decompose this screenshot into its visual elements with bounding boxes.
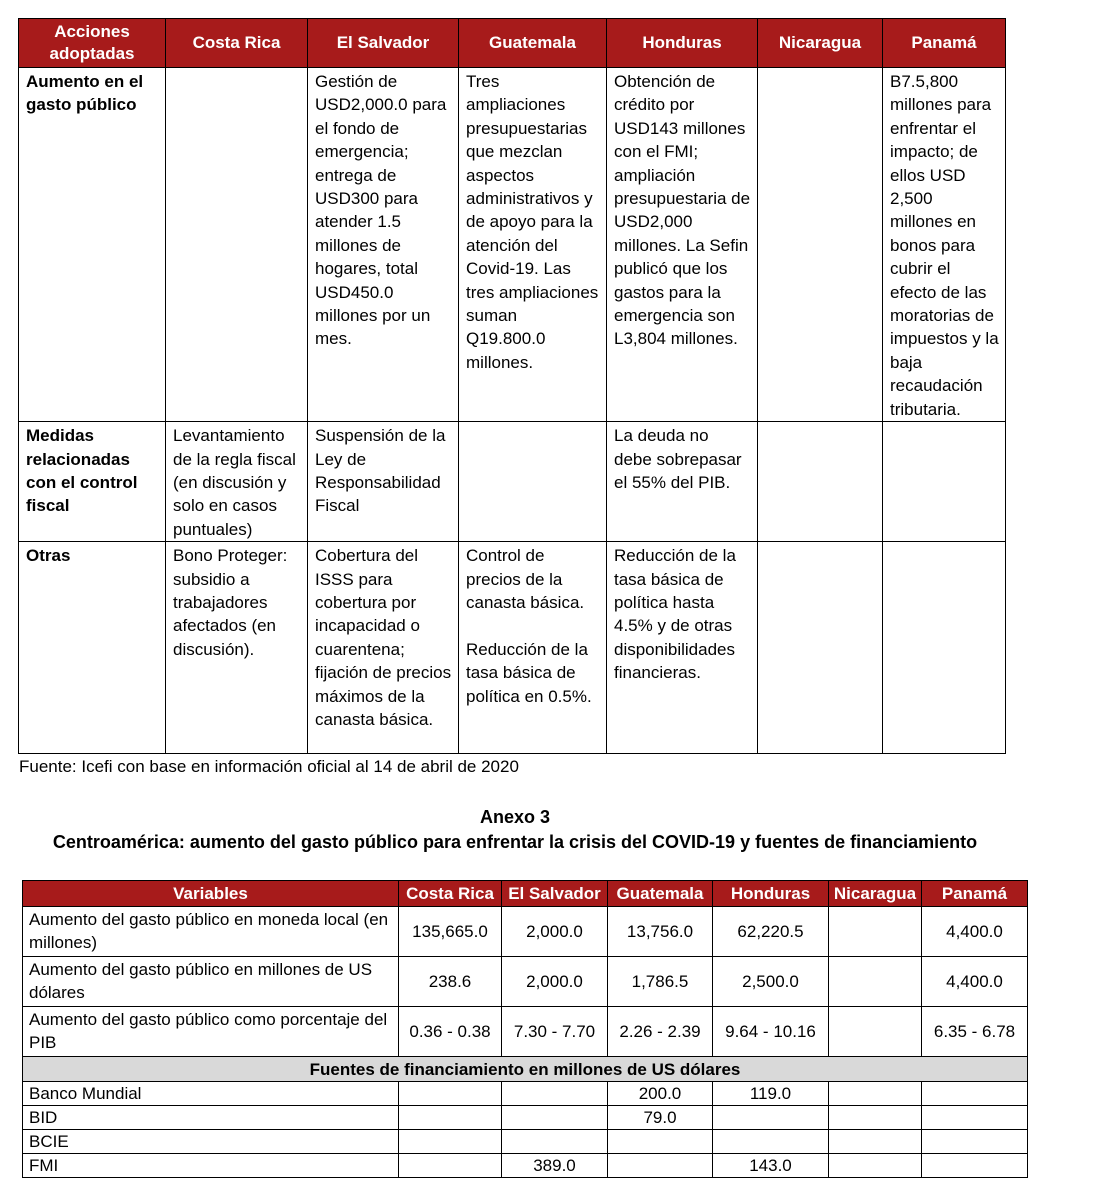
value-nicaragua	[829, 1082, 922, 1106]
cell-el-salvador: Suspensión de la Ley de Responsabilidad Fiscal	[308, 422, 459, 542]
value-nicaragua	[829, 907, 922, 957]
value-honduras	[713, 1130, 829, 1154]
value-el-salvador	[502, 1082, 608, 1106]
value-honduras: 9.64 - 10.16	[713, 1007, 829, 1057]
header-nicaragua: Nicaragua	[758, 19, 883, 68]
table-row	[19, 542, 1006, 754]
header-costa-rica: Costa Rica	[399, 881, 502, 907]
source-note: Fuente: Icefi con base en información oficial al 14 de abril de 2020	[19, 757, 519, 776]
table-row	[19, 68, 1006, 422]
cell-panama	[883, 542, 1006, 754]
cell-el-salvador: Cobertura del ISSS para cobertura por incapacidad o cuarentena; fijación de precios máximos de la canasta básica.	[308, 542, 459, 754]
value-panama: 4,400.0	[922, 957, 1028, 1007]
table-row	[23, 1082, 1028, 1106]
annex-title: Anexo 3	[479, 807, 551, 827]
value-guatemala: 200.0	[608, 1082, 713, 1106]
variable-label: Aumento del gasto público en moneda local (en millones)	[23, 907, 399, 957]
cell-honduras: La deuda no debe sobrepasar el 55% del PIB.	[607, 422, 758, 542]
cell-guatemala: Control de precios de la canasta básica. Reducción de la tasa básica de política en 0.5%.	[459, 542, 607, 754]
value-guatemala	[608, 1154, 713, 1178]
cell-el-salvador: Gestión de USD2,000.0 para el fondo de emergencia; entrega de USD300 para atender 1.5 millones de hogares, total USD450.0 millones por un mes.	[308, 68, 459, 422]
value-guatemala: 1,786.5	[608, 957, 713, 1007]
header-honduras: Honduras	[607, 19, 758, 68]
variable-label: Aumento del gasto público como porcentaje del PIB	[23, 1007, 399, 1057]
spending-header-row	[23, 881, 1028, 907]
value-costa-rica	[399, 1154, 502, 1178]
header-el-salvador: El Salvador	[502, 881, 608, 907]
row-label-control-fiscal: Medidas relacionadas con el control fiscal	[19, 422, 166, 542]
value-guatemala: 2.26 - 2.39	[608, 1007, 713, 1057]
header-nicaragua: Nicaragua	[829, 881, 922, 907]
cell-nicaragua	[758, 542, 883, 754]
cell-panama: B7.5,800 millones para enfrentar el impacto; de ellos USD 2,500 millones en bonos para cubrir el efecto de las moratorias de impuestos y la baja recaudación tributaria.	[883, 68, 1006, 422]
funding-label: FMI	[23, 1154, 399, 1178]
value-guatemala: 79.0	[608, 1106, 713, 1130]
funding-label: BCIE	[23, 1130, 399, 1154]
funding-label: Banco Mundial	[23, 1082, 399, 1106]
cell-panama	[883, 422, 1006, 542]
value-nicaragua	[829, 957, 922, 1007]
value-panama	[922, 1106, 1028, 1130]
cell-honduras: Reducción de la tasa básica de política hasta 4.5% y de otras disponibilidades financieras.	[607, 542, 758, 754]
variable-label: Aumento del gasto público en millones de US dólares	[23, 957, 399, 1007]
value-honduras: 62,220.5	[713, 907, 829, 957]
cell-honduras: Obtención de crédito por USD143 millones con el FMI; ampliación presupuestaria de USD2,000 millones. La Sefin publicó que los gastos para la emergencia son L3,804 millones.	[607, 68, 758, 422]
table-row	[19, 422, 1006, 542]
value-panama	[922, 1130, 1028, 1154]
value-nicaragua	[829, 1106, 922, 1130]
header-guatemala: Guatemala	[608, 881, 713, 907]
table-row	[23, 1007, 1028, 1057]
cell-costa-rica	[166, 68, 308, 422]
funding-label: BID	[23, 1106, 399, 1130]
header-acciones: Acciones adoptadas	[19, 19, 166, 68]
value-el-salvador	[502, 1106, 608, 1130]
header-guatemala: Guatemala	[459, 19, 607, 68]
value-guatemala	[608, 1130, 713, 1154]
value-el-salvador: 2,000.0	[502, 907, 608, 957]
value-costa-rica	[399, 1082, 502, 1106]
value-honduras: 143.0	[713, 1154, 829, 1178]
header-honduras: Honduras	[713, 881, 829, 907]
cell-nicaragua	[758, 68, 883, 422]
table-row	[23, 1154, 1028, 1178]
funding-section-row	[23, 1057, 1028, 1082]
annex-subtitle: Centroamérica: aumento del gasto público para enfrentar la crisis del COVID-19 y fuentes de financiamiento	[52, 832, 978, 852]
value-honduras: 119.0	[713, 1082, 829, 1106]
value-costa-rica: 0.36 - 0.38	[399, 1007, 502, 1057]
value-panama: 4,400.0	[922, 907, 1028, 957]
header-panama: Panamá	[922, 881, 1028, 907]
value-nicaragua	[829, 1007, 922, 1057]
value-panama	[922, 1154, 1028, 1178]
value-el-salvador: 7.30 - 7.70	[502, 1007, 608, 1057]
value-el-salvador	[502, 1130, 608, 1154]
row-label-gasto: Aumento en el gasto público	[19, 68, 166, 422]
header-el-salvador: El Salvador	[308, 19, 459, 68]
value-costa-rica: 135,665.0	[399, 907, 502, 957]
row-label-otras: Otras	[19, 542, 166, 754]
header-costa-rica: Costa Rica	[166, 19, 308, 68]
funding-section-header: Fuentes de financiamiento en millones de US dólares	[23, 1057, 1028, 1082]
cell-guatemala: Tres ampliaciones presupuestarias que mezclan aspectos administrativos y de apoyo para la atención del Covid-19. Las tres ampliaciones suman Q19.800.0 millones.	[459, 68, 607, 422]
value-panama	[922, 1082, 1028, 1106]
cell-costa-rica: Levantamiento de la regla fiscal (en discusión y solo en casos puntuales)	[166, 422, 308, 542]
table-row	[23, 907, 1028, 957]
measures-header-row	[19, 19, 1006, 68]
value-nicaragua	[829, 1130, 922, 1154]
table-row	[23, 957, 1028, 1007]
cell-costa-rica: Bono Proteger: subsidio a trabajadores afectados (en discusión).	[166, 542, 308, 754]
cell-guatemala	[459, 422, 607, 542]
cell-nicaragua	[758, 422, 883, 542]
value-honduras	[713, 1106, 829, 1130]
header-panama: Panamá	[883, 19, 1006, 68]
measures-table	[18, 18, 1006, 754]
value-nicaragua	[829, 1154, 922, 1178]
value-costa-rica	[399, 1106, 502, 1130]
spending-table	[22, 880, 1028, 1178]
value-el-salvador: 389.0	[502, 1154, 608, 1178]
value-costa-rica: 238.6	[399, 957, 502, 1007]
value-guatemala: 13,756.0	[608, 907, 713, 957]
table-row	[23, 1130, 1028, 1154]
value-el-salvador: 2,000.0	[502, 957, 608, 1007]
table-row	[23, 1106, 1028, 1130]
value-costa-rica	[399, 1130, 502, 1154]
value-honduras: 2,500.0	[713, 957, 829, 1007]
header-variables: Variables	[23, 881, 399, 907]
value-panama: 6.35 - 6.78	[922, 1007, 1028, 1057]
